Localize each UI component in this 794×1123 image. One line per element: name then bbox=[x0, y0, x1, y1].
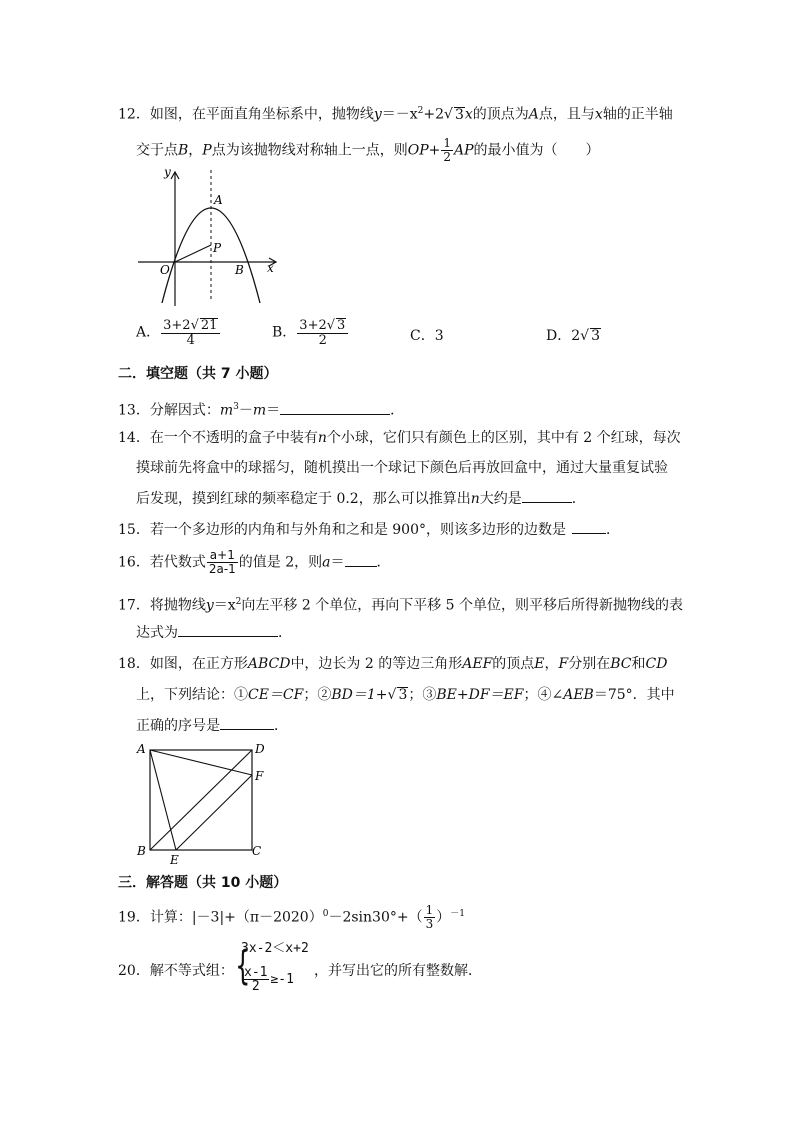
option-a-label: A． bbox=[136, 324, 161, 341]
option-b bbox=[272, 318, 349, 347]
q14-answer-blank[interactable] bbox=[522, 488, 572, 503]
q13 bbox=[118, 397, 404, 421]
q20-prefix bbox=[118, 961, 234, 981]
q18-abcd: ABCD bbox=[247, 656, 291, 672]
q19-num: 1 bbox=[425, 903, 434, 918]
option-b-radicand: 3 bbox=[337, 318, 346, 333]
q17-answer-blank[interactable] bbox=[178, 622, 278, 637]
label-c: C bbox=[252, 844, 262, 858]
q12-x-axis: x bbox=[594, 106, 603, 123]
section-fill-in-heading: 二．填空题（共 7 小题） bbox=[118, 366, 278, 382]
q18-text-g: ；③ bbox=[408, 687, 437, 703]
q18-answer-blank[interactable] bbox=[220, 715, 274, 730]
figure-18-square bbox=[134, 738, 274, 868]
q12-text-c: 点，且与 bbox=[538, 106, 595, 123]
q18-comma: ， bbox=[544, 656, 559, 672]
segment-ef bbox=[176, 775, 252, 850]
q17-line-2 bbox=[136, 622, 292, 643]
sqrt-sign: √ bbox=[387, 687, 397, 703]
q12-text-b: 的顶点为 bbox=[472, 106, 529, 123]
sqrt-sign: √ bbox=[190, 318, 199, 333]
option-d bbox=[546, 326, 601, 346]
q12-half-num: 1 bbox=[443, 136, 451, 150]
q14-text-d: 后发现，摸到红球的频率稳定于 0.2，那么可以推算出 bbox=[136, 491, 471, 507]
q19-sup-1: －1 bbox=[450, 909, 465, 919]
label-a: A bbox=[137, 742, 146, 756]
q18-line-3 bbox=[136, 715, 288, 736]
q14-n: n bbox=[317, 430, 327, 446]
q20-fraction bbox=[242, 966, 269, 993]
q18-claim-3: BE+DF＝EF bbox=[436, 687, 524, 703]
q17-line-1 bbox=[118, 592, 683, 616]
q16-answer-blank[interactable] bbox=[345, 552, 377, 567]
sqrt-sign: √ bbox=[326, 318, 336, 333]
q13-m: m bbox=[219, 402, 234, 419]
label-f: F bbox=[255, 769, 264, 783]
label-b: B bbox=[235, 263, 244, 277]
q20-inequality-1: 3x-2＜x+2 bbox=[241, 941, 309, 956]
q18-text-h: ；④∠ bbox=[523, 687, 564, 703]
q16-text-a: 16．若代数式 bbox=[118, 554, 206, 571]
q14-text-a: 14．在一个不透明的盒子中装有 bbox=[118, 430, 318, 446]
q12-eq-plus: +2 bbox=[423, 106, 445, 123]
option-a-radicand: 21 bbox=[200, 318, 218, 333]
q18-text-j: 正确的序号是 bbox=[136, 718, 220, 734]
q18-claim-2-radicand: 3 bbox=[398, 687, 408, 703]
option-b-label: B． bbox=[272, 324, 297, 341]
option-a-fraction bbox=[161, 318, 220, 347]
label-d: D bbox=[255, 742, 265, 756]
q12-text-f: 点为该抛物线对称轴上一点，则 bbox=[211, 142, 408, 159]
option-b-fraction bbox=[297, 318, 348, 347]
q16-den: 2a-1 bbox=[208, 562, 236, 576]
q17-text-c: 达式为 bbox=[136, 625, 178, 641]
figure-12-parabola bbox=[134, 168, 284, 308]
q12-op: OP+ bbox=[407, 142, 441, 159]
q20-num: x-1 bbox=[244, 965, 268, 980]
q12-ap: AP bbox=[454, 142, 474, 159]
q12-line-2 bbox=[136, 137, 600, 164]
q18-text-a: 18．如图，在正方形 bbox=[118, 656, 248, 672]
q18-line-1 bbox=[118, 654, 667, 674]
q12-half-fraction bbox=[441, 137, 453, 164]
option-a bbox=[136, 318, 221, 347]
label-a: A bbox=[214, 193, 223, 207]
q18-and: 和 bbox=[631, 656, 646, 672]
q16-fraction bbox=[207, 549, 238, 576]
q13-eq: ＝ bbox=[266, 402, 281, 419]
q20-text-a: 20．解不等式组： bbox=[118, 963, 234, 979]
q15 bbox=[118, 519, 620, 540]
q16 bbox=[118, 549, 391, 576]
q18-text-d: 分别在 bbox=[568, 656, 611, 672]
q14-period: ． bbox=[571, 491, 586, 507]
option-a-num-pre: 3+2 bbox=[163, 318, 191, 333]
q12-text: 12．如图，在平面直角坐标系中，抛物线 bbox=[118, 106, 374, 123]
option-d-radicand: 3 bbox=[591, 328, 600, 344]
q19-fraction bbox=[424, 904, 436, 931]
q12-text-e: 交于点 bbox=[136, 142, 178, 159]
q12-text-d: 轴的正半轴 bbox=[602, 106, 673, 123]
label-p: P bbox=[213, 241, 222, 255]
q15-period: ． bbox=[606, 522, 620, 538]
q12-eq-x: x bbox=[464, 106, 473, 123]
option-d-label: D．2 bbox=[546, 328, 581, 344]
section-solve-heading: 三．解答题（共 10 小题） bbox=[118, 875, 288, 891]
label-e: E bbox=[170, 853, 179, 867]
q18-text-f: ；② bbox=[303, 687, 332, 703]
q13-minus: － bbox=[238, 402, 253, 419]
q13-text: 13．分解因式： bbox=[118, 402, 220, 419]
q13-sup: 3 bbox=[233, 402, 239, 412]
q12-point-a: A bbox=[528, 106, 539, 123]
q12-half-den: 2 bbox=[443, 150, 451, 164]
q18-f: F bbox=[558, 656, 569, 672]
system-brace-icon: { bbox=[235, 943, 251, 989]
q14-text-b: 个小球，它们只有颜色上的区别，其中有 2 个红球，每次 bbox=[326, 430, 681, 446]
q18-aef: AEF bbox=[462, 656, 493, 672]
q13-m2: m bbox=[252, 402, 267, 419]
q12-point-b: B bbox=[178, 142, 189, 159]
option-c-label: C．3 bbox=[410, 328, 444, 344]
q19 bbox=[118, 904, 465, 931]
option-a-num bbox=[161, 318, 220, 334]
q20-den: 2 bbox=[251, 979, 260, 994]
q19-text-a: 19．计算：|－3|+（π－2020） bbox=[118, 909, 323, 926]
q18-period: ． bbox=[274, 718, 288, 734]
q14-line-2 bbox=[136, 458, 668, 478]
q19-text-c: ） bbox=[436, 909, 451, 926]
q17-eq: ＝x bbox=[213, 597, 236, 614]
q17-text-b: 向左平移 2 个单位，再向下平移 5 个单位，则平移后所得新抛物线的表 bbox=[241, 597, 684, 614]
q14-text-e: 大约是 bbox=[479, 491, 522, 507]
q18-claim-1: CE＝CF bbox=[248, 687, 304, 703]
q19-sup-0: 0 bbox=[322, 909, 329, 919]
sqrt-sign: √ bbox=[580, 328, 590, 344]
option-b-den: 2 bbox=[318, 333, 327, 348]
q12-eq-radicand: 3 bbox=[454, 106, 464, 123]
option-b-num bbox=[297, 318, 348, 334]
q18-bc: BC bbox=[610, 656, 632, 672]
q12-eq-sup: 2 bbox=[417, 106, 424, 116]
sqrt-sign: √ bbox=[444, 106, 453, 123]
label-y: y bbox=[164, 168, 171, 179]
q20-text-b: ，并写出它的所有整数解． bbox=[314, 963, 482, 979]
label-b: B bbox=[137, 844, 146, 858]
diagonal-bd bbox=[150, 750, 252, 850]
q12-eq-mid: ＝－x bbox=[381, 106, 418, 123]
q17-period: ． bbox=[278, 625, 292, 641]
segment-ae bbox=[150, 750, 176, 850]
q14-n2: n bbox=[470, 491, 480, 507]
q20-rest: ≥-1 bbox=[270, 972, 294, 987]
q20-suffix bbox=[314, 961, 482, 981]
q18-line-2 bbox=[136, 685, 675, 705]
q14-text-c: 摸球前先将盒中的球摇匀，随机摸出一个球记下颜色后再放回盒中，通过大量重复试验 bbox=[136, 460, 668, 476]
label-x: x bbox=[267, 261, 274, 275]
segment-af bbox=[150, 750, 252, 775]
q16-eq: ＝ bbox=[330, 554, 345, 571]
q18-e: E bbox=[534, 656, 545, 672]
q17-y: y bbox=[205, 597, 214, 614]
q16-period: ． bbox=[376, 554, 391, 571]
q12-text-g: 的最小值为（ ） bbox=[473, 142, 600, 159]
option-c bbox=[410, 326, 444, 346]
q17-text-a: 17．将抛物线 bbox=[118, 597, 206, 614]
q19-den: 3 bbox=[425, 917, 434, 932]
q18-claim-2: BD＝1+ bbox=[331, 687, 388, 703]
q12-eq-y: y bbox=[373, 106, 382, 123]
q16-var-a: a bbox=[322, 554, 331, 571]
q15-text: 15．若一个多边形的内角和与外角和之和是 900°，则该多边形的边数是 bbox=[118, 522, 566, 538]
q18-text-c: 的顶点 bbox=[492, 656, 535, 672]
q20-inequality-2 bbox=[241, 966, 294, 993]
segment-op bbox=[175, 245, 211, 262]
q15-answer-blank[interactable] bbox=[572, 519, 606, 534]
q13-period: ． bbox=[390, 402, 405, 419]
option-a-den: 4 bbox=[186, 333, 195, 348]
q16-num: a+1 bbox=[207, 549, 238, 563]
q12-comma: ， bbox=[188, 142, 203, 159]
q13-answer-blank[interactable] bbox=[280, 400, 390, 415]
q18-cd: CD bbox=[645, 656, 668, 672]
q17-sup: 2 bbox=[235, 597, 242, 607]
label-o: O bbox=[160, 263, 170, 277]
q18-text-i: ＝75°．其中 bbox=[593, 687, 675, 703]
q19-text-b: －2sin30°+（ bbox=[328, 909, 423, 926]
q14-line-3 bbox=[136, 488, 586, 509]
option-b-num-pre: 3+2 bbox=[299, 318, 327, 333]
q14-line-1 bbox=[118, 428, 681, 448]
q18-claim-4: AEB bbox=[563, 687, 594, 703]
q18-text-b: 中，边长为 2 的等边三角形 bbox=[290, 656, 463, 672]
q12-line-1 bbox=[118, 101, 673, 125]
q16-text-b: 的值是 2，则 bbox=[238, 554, 323, 571]
q12-point-p: P bbox=[202, 142, 212, 159]
q18-text-e: 上，下列结论：① bbox=[136, 687, 248, 703]
